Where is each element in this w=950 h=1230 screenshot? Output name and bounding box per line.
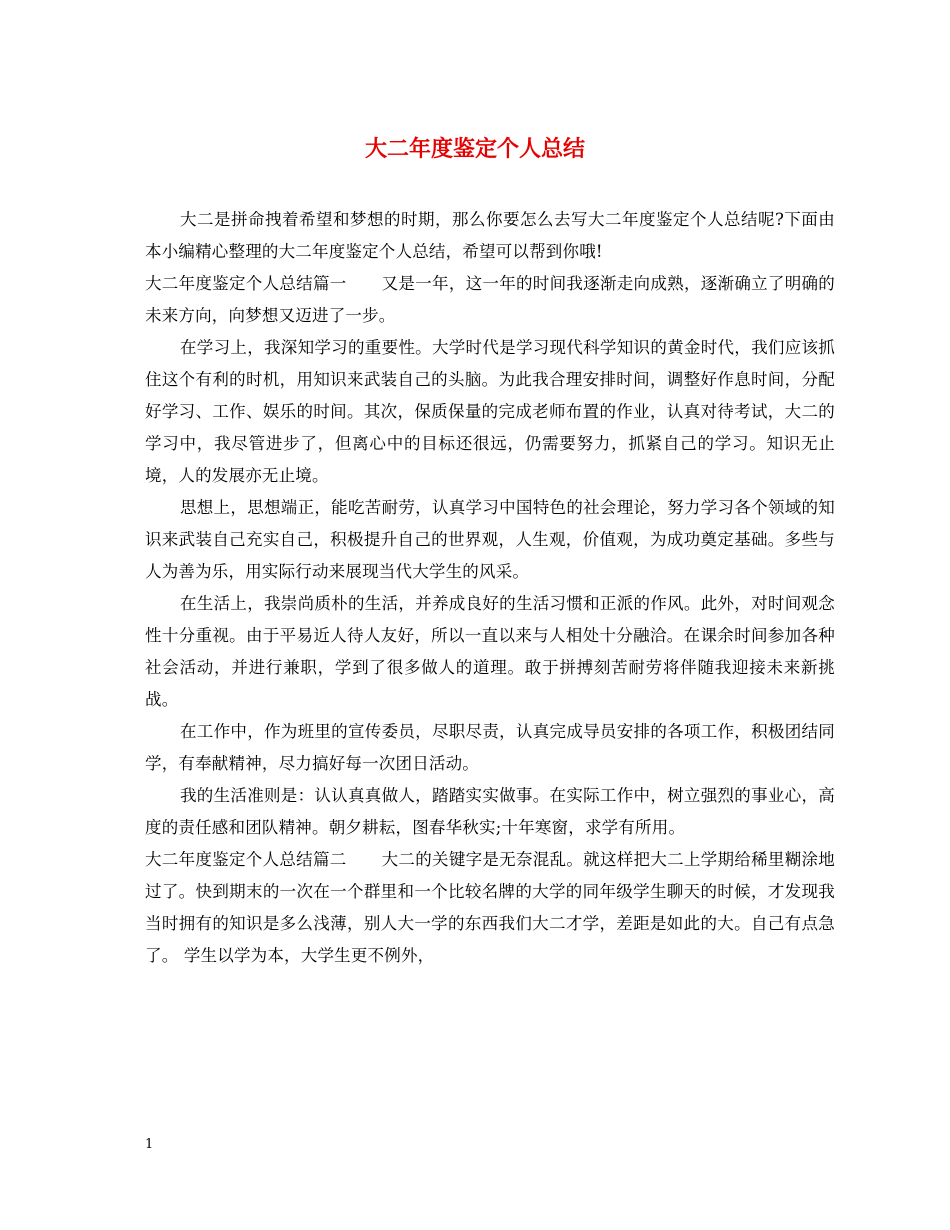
study-paragraph: 在学习上，我深知学习的重要性。大学时代是学习现代科学知识的黄金时代，我们应该抓住这个有利的时机，用知识来武装自己的头脑。为此我合理安排时间，调整好作息时间，分配好学习、工作、娱乐的时间。其次，保质保量的完成老师布置的作业，认真对待考试，大二的学习中，我尽管进步了，但离心中的目标还很远，仍需要努力，抓紧自己的学习。知识无止境，人的发展亦无止境。 [145, 338, 835, 485]
section-two-text: 大二的关键字是无奈混乱。就这样把大二上学期给稀里糊涂地过了。快到期末的一次在一个群里和一个比较名牌的大学的同年级学生聊天的时候，才发现我当时拥有的知识是多么浅薄，别人大一学的东西我们大二才学，差距是如此的大。自己有点急了。 学生以学为本，大学生更不例外， [145, 850, 835, 965]
intro-paragraph: 大二是拼命拽着希望和梦想的时期，那么你要怎么去写大二年度鉴定个人总结呢?下面由本小编精心整理的大二年度鉴定个人总结，希望可以帮到你哦! [145, 210, 835, 261]
principle-paragraph: 我的生活准则是：认认真真做人，踏踏实实做事。在实际工作中，树立强烈的事业心，高度的责任感和团队精神。朝夕耕耘，图春华秋实;十年寒窗，求学有所用。 [145, 786, 835, 837]
document-title: 大二年度鉴定个人总结 [364, 136, 585, 162]
section-two-heading: 大二年度鉴定个人总结篇二 [145, 850, 347, 869]
section-one-heading: 大二年度鉴定个人总结篇一 [145, 274, 347, 293]
section-two-paragraph [145, 844, 835, 972]
document-body [145, 204, 835, 972]
section-one-text: 又是一年，这一年的时间我逐渐走向成熟，逐渐确立了明确的未来方向，向梦想又迈进了一步。 [145, 274, 835, 325]
page-number: 1 [145, 1137, 154, 1152]
thought-paragraph: 思想上，思想端正，能吃苦耐劳，认真学习中国特色的社会理论，努力学习各个领域的知识来武装自己充实自己，积极提升自己的世界观，人生观，价值观，为成功奠定基础。多些与人为善为乐，用实际行动来展现当代大学生的风采。 [145, 498, 835, 581]
work-paragraph: 在工作中，作为班里的宣传委员，尽职尽责，认真完成导员安排的各项工作，积极团结同学，有奉献精神，尽力搞好每一次团日活动。 [145, 722, 835, 773]
section-one-paragraph [145, 268, 835, 332]
life-paragraph: 在生活上，我崇尚质朴的生活，并养成良好的生活习惯和正派的作风。此外，对时间观念性十分重视。由于平易近人待人友好，所以一直以来与人相处十分融洽。在课余时间参加各种社会活动，并进行兼职，学到了很多做人的道理。敢于拼搏刻苦耐劳将伴随我迎接未来新挑战。 [145, 594, 835, 709]
